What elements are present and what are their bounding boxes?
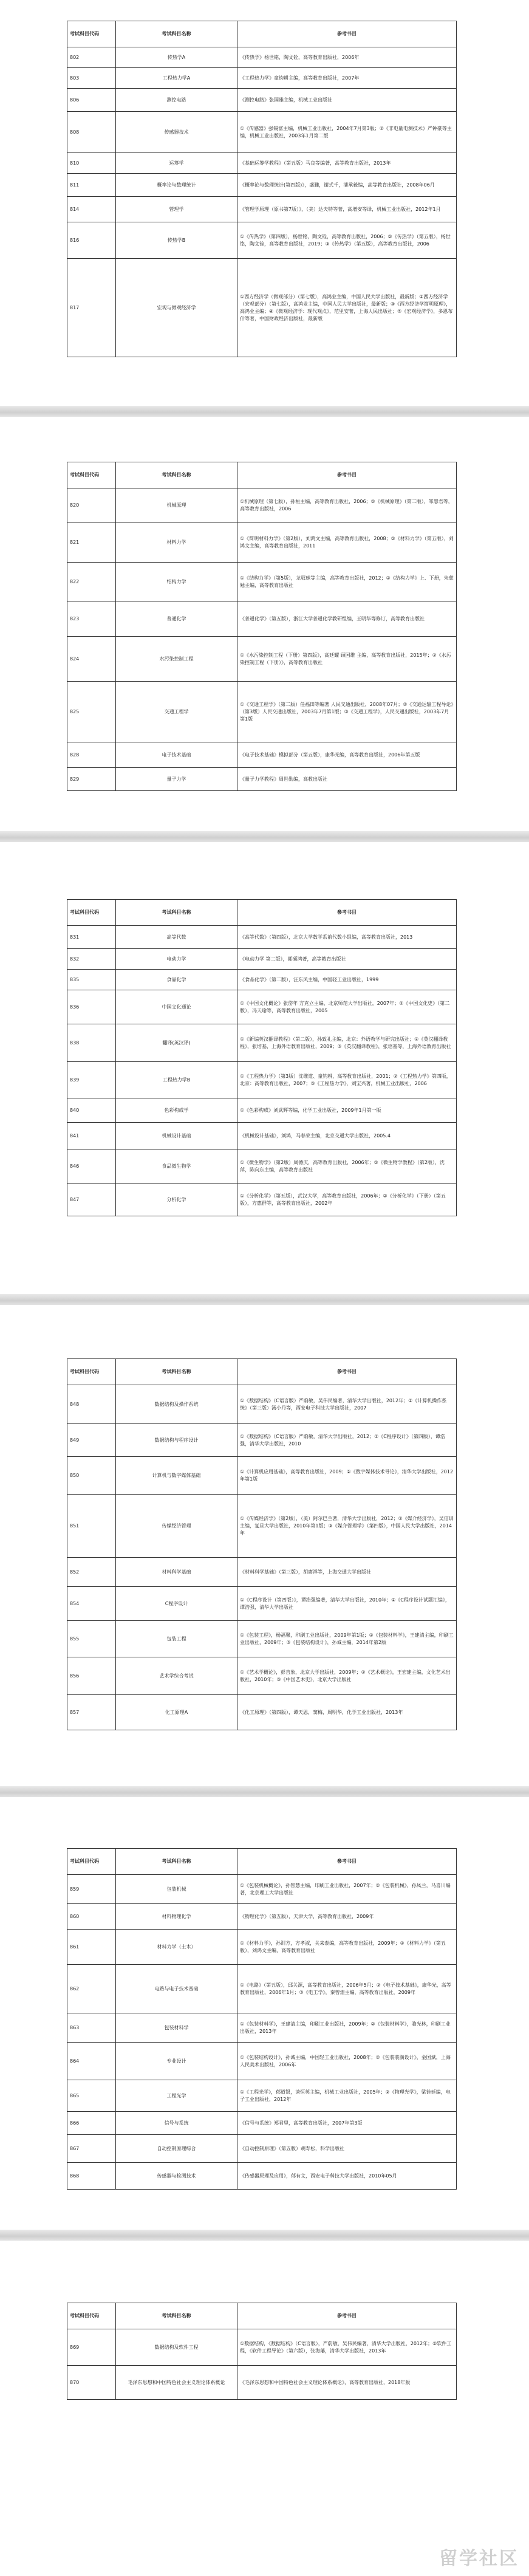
exam-code: 854 (67, 1587, 116, 1621)
subject-name: 管理学 (116, 197, 237, 222)
table-row (67, 47, 457, 68)
reference-books: 《工程热力学》童钧耕主编，高等教育出版社，2007年 (237, 68, 457, 89)
subject-name: 结构力学 (116, 563, 237, 601)
exam-code: 846 (67, 1149, 116, 1184)
exam-code: 822 (67, 563, 116, 601)
table-row (67, 1875, 457, 1904)
reference-books: ①数据结构，《数据结构》（C语言版），严蔚敏，吴伟民编著，清华大学出版社，2012年；②软件工程，《软件工程导论》（第六版），张海藩，清华大学出版社，2013年 (237, 2329, 457, 2366)
exam-code: 808 (67, 112, 116, 153)
reference-books: 《电子技术基础》模拟部分（第五版），康华光编，高等教育出版社，2006年第五版 (237, 742, 457, 768)
table-row (67, 601, 457, 637)
table-row (67, 1621, 457, 1657)
header-name: 考试科目名称 (116, 900, 237, 926)
reference-books: ①《传感器》强锡富主编，机械工业出版社，2004年7月第3版；②《非电量电测技术》严钟豪等主编，机械工业出版社，2003年1月第二版 (237, 112, 457, 153)
exam-code: 824 (67, 637, 116, 682)
subject-name: 传媒经济管理 (116, 1495, 237, 1558)
table-row (67, 2112, 457, 2135)
exam-code: 855 (67, 1621, 116, 1657)
table-row (67, 768, 457, 791)
table-row (67, 259, 457, 357)
exam-code: 847 (67, 1184, 116, 1216)
subject-name: 机械设计基础 (116, 1123, 237, 1149)
reference-books: 《高等代数》（第四版），北京大学数学系前代数小组编，高等教育出版社，2013 (237, 926, 457, 949)
reference-books: 《毛泽东思想和中国特色社会主义理论体系概论》，高等教育出版社，2018年版 (237, 2366, 457, 2400)
page-4 (0, 1305, 529, 1786)
reference-books: 《食品化学》（第二版），汪东风主编，中国轻工业出版社，1999 (237, 970, 457, 990)
table-row (67, 2013, 457, 2043)
exam-code: 806 (67, 89, 116, 112)
subject-name: 色彩构成学 (116, 1098, 237, 1123)
exam-table (67, 1848, 457, 2190)
subject-name: 自动控制原理综合 (116, 2135, 237, 2163)
reference-books: 《电动力学 第二版》，郭硕鸿著，高等教育出版社 (237, 949, 457, 970)
exam-code: 866 (67, 2112, 116, 2135)
table-row (67, 1424, 457, 1457)
exam-code: 810 (67, 153, 116, 174)
table-row (67, 1098, 457, 1123)
table-row (67, 949, 457, 970)
subject-name: 概率论与数理统计 (116, 174, 237, 197)
table-row (67, 1184, 457, 1216)
exam-table (67, 21, 457, 357)
subject-name: 测控电路 (116, 89, 237, 112)
reference-books: ①《艺术学概论》，彭吉象，北京大学出版社，2009年；②《艺术概论》，王宏建主编，文化艺术出版社，2010年；③《中国艺术史》，北京大学出版社 (237, 1657, 457, 1695)
reference-books: ①西方经济学（微观部分）（第七版），高鸿业主编，中国人民大学出版社，最新版；②西方经济学（宏观部分）（第七版），高鸿业主编，中国人民大学出版社，最新版；③《西方经济学简明原理》，高鸿业主编；④《微观经济学：现代观点》，范里安著，上海人民出版社；⑤《宏观经济学》，多恩布什等著，中国财政经济出版社，最新版 (237, 259, 457, 357)
table-row (67, 153, 457, 174)
page-6 (0, 2241, 529, 2576)
page-separator (0, 831, 529, 842)
table-row (67, 1062, 457, 1098)
page-separator (0, 2230, 529, 2241)
exam-table (67, 2303, 457, 2400)
subject-name: 专业设计 (116, 2043, 237, 2080)
table-row (67, 1695, 457, 1730)
subject-name: 交通工程学 (116, 682, 237, 742)
table-row (67, 89, 457, 112)
subject-name: 翻译(英汉译) (116, 1024, 237, 1062)
table-row (67, 112, 457, 153)
reference-books: ①《新编英汉翻译教程》（第二版），孙致礼主编，北京：外语教学与研究出版社；②《英汉翻译教程》，张培基，上海外语教育出版社，2009；③《英汉翻译教程》，张培基等，上海外语教育出版社 (237, 1024, 457, 1062)
reference-books: 《量子力学教程》周世勋编，高教出版社 (237, 768, 457, 791)
subject-name: 量子力学 (116, 768, 237, 791)
exam-code: 852 (67, 1558, 116, 1587)
table-row (67, 1587, 457, 1621)
subject-name: 工程热力学B (116, 1062, 237, 1098)
header-name: 考试科目名称 (116, 462, 237, 488)
table-row (67, 197, 457, 222)
table-row (67, 926, 457, 949)
reference-books: 《物理化学》（第五版），天津大学，高等教育出版社，2009年 (237, 1904, 457, 1930)
reference-books: ①《包装结构设计》，孙诚主编，中国轻工业出版社，2008年；②《包装装潢设计》，金国斌，上海人民美术出版社，2006年 (237, 2043, 457, 2080)
exam-code: 817 (67, 259, 116, 357)
exam-code: 862 (67, 1965, 116, 2013)
reference-books: ①《包装机械概论》，孙智慧主编，印刷工业出版社，2007年；②《包装机械》，孙凤兰，马喜川编著，北京理工大学出版社 (237, 1875, 457, 1904)
header-code: 考试科目代码 (67, 1359, 116, 1385)
exam-code: 865 (67, 2080, 116, 2112)
subject-name: 工程光学 (116, 2080, 237, 2112)
reference-books: 《传热学》杨世铭，陶文铨，高等教育出版社，2006年 (237, 47, 457, 68)
subject-name: 传热学A (116, 47, 237, 68)
reference-books: ①《色彩构成》刘武辉等编，化学工业出版社，2009年1月第一版 (237, 1098, 457, 1123)
reference-books: ①《水污染控制工程（下册）第四版》，高廷耀 顾国维 主编，高等教育出版社，2015年；②《水污染控制工程（下册）》，高等教育出版社 (237, 637, 457, 682)
subject-name: 计算机与数字媒体基础 (116, 1457, 237, 1495)
header-code: 考试科目代码 (67, 462, 116, 488)
exam-code: 820 (67, 488, 116, 522)
exam-code: 838 (67, 1024, 116, 1062)
page-separator (0, 1294, 529, 1305)
subject-name: 电路与电子技术基础 (116, 1965, 237, 2013)
exam-code: 839 (67, 1062, 116, 1098)
subject-name: 材料力学（土木） (116, 1930, 237, 1965)
reference-books: ①《包装材料学》，王建清主编，印刷工业出版社，2009年；②《包装材料学》，骆光林，印刷工业出版社，2013年 (237, 2013, 457, 2043)
subject-name: C程序设计 (116, 1587, 237, 1621)
page-3 (0, 842, 529, 1294)
exam-table (67, 899, 457, 1216)
reference-books: 《测控电路》张国雄主编，机械工业出版社 (237, 89, 457, 112)
header-name: 考试科目名称 (116, 1849, 237, 1875)
reference-books: 《管理学原理（原书第7版）》，（美）达夫特等著，高增安等译，机械工业出版社，2012年1月 (237, 197, 457, 222)
reference-books: ①《工程热力学》（第3版）沈维道、童钧耕，高等教育出版社，2001；②《工程热力学》第四版，北京：高等教育出版社，2007；③《工程热力学》，刘宝兴著，机械工业出版社，2006 (237, 1062, 457, 1098)
header-books: 参考书目 (237, 2303, 457, 2329)
reference-books: ①《简明材料力学》（第2版），刘鸿文主编，高等教育出版社，2008；②《材料力学》（第五版），刘鸿文主编，高等教育出版社，2011 (237, 522, 457, 563)
table-row (67, 2366, 457, 2400)
reference-books: ①机械原理（第七版），孙桓主编，高等教育出版社，2006；②《机械原理》（第二版），邹慧君等，高等教育出版社，2006 (237, 488, 457, 522)
table-row (67, 682, 457, 742)
header-name: 考试科目名称 (116, 21, 237, 47)
header-books: 参考书目 (237, 900, 457, 926)
exam-code: 869 (67, 2329, 116, 2366)
subject-name: 材料物理化学 (116, 1904, 237, 1930)
subject-name: 数据结构及操作系统 (116, 1385, 237, 1424)
table-row (67, 2329, 457, 2366)
subject-name: 包装机械 (116, 1875, 237, 1904)
table-row (67, 174, 457, 197)
exam-code: 851 (67, 1495, 116, 1558)
table-row (67, 990, 457, 1024)
exam-code: 831 (67, 926, 116, 949)
subject-name: 毛泽东思想和中国特色社会主义理论体系概论 (116, 2366, 237, 2400)
subject-name: 化工原理A (116, 1695, 237, 1730)
exam-code: 840 (67, 1098, 116, 1123)
header-books: 参考书目 (237, 462, 457, 488)
page-separator (0, 406, 529, 417)
exam-code: 848 (67, 1385, 116, 1424)
table-row (67, 2080, 457, 2112)
table-row (67, 1657, 457, 1695)
exam-code: 857 (67, 1695, 116, 1730)
table-row (67, 1965, 457, 2013)
exam-code: 832 (67, 949, 116, 970)
table-row (67, 1024, 457, 1062)
reference-books: ①《材料力学》，孙训方，方孝淑，关来泰编，高等教育出版社，2009年；②《材料力学》（第五版），刘鸿文主编，高等教育出版社 (237, 1930, 457, 1965)
subject-name: 传感器与检测技术 (116, 2163, 237, 2190)
reference-books: ①《分析化学》（第五版），武汉大学，高等教育出版社，2006年；②《分析化学》（下册）（第五版），方惠群等，高等教育出版社，2002年 (237, 1184, 457, 1216)
table-row (67, 742, 457, 768)
exam-code: 816 (67, 222, 116, 259)
exam-table (67, 462, 457, 791)
reference-books: 《材料科学基础》（第三版），胡赓祥等，上海交通大学出版社 (237, 1558, 457, 1587)
reference-books: 《机械设计基础》，刘鸿，马春荣主编，北京交通大学出版社，2005.4 (237, 1123, 457, 1149)
subject-name: 运筹学 (116, 153, 237, 174)
reference-books: ①《结构力学》（第5版），龙驭球等主编，高等教育出版社，2012；②《结构力学》上、下册，朱慈勉主编，高等教育出版社 (237, 563, 457, 601)
exam-code: 867 (67, 2135, 116, 2163)
subject-name: 食品化学 (116, 970, 237, 990)
reference-books: ①《工程光学》，郁道银，谈恒英主编，机械工业出版社，2005年；②《物理光学》，梁铨廷编，电子工业出版社，2012年 (237, 2080, 457, 2112)
subject-name: 宏观与微观经济学 (116, 259, 237, 357)
subject-name: 电子技术基础 (116, 742, 237, 768)
header-books: 参考书目 (237, 1849, 457, 1875)
table-row (67, 1123, 457, 1149)
exam-code: 861 (67, 1930, 116, 1965)
subject-name: 传热学B (116, 222, 237, 259)
reference-books: 《传感器原理及应用》，郁有文，西安电子科技大学出版社，2010年05月 (237, 2163, 457, 2190)
watermark-logo: 留学社区 (439, 2548, 519, 2569)
reference-books: ①《C程序设计（第四版）》，谭浩强编著，清华大学出版社，2010年；②《C程序设计试题汇编》，谭浩强，清华大学出版社 (237, 1587, 457, 1621)
reference-books: ①《数据结构》（C语言版）严蔚敏，吴伟民编著，清华大学出版社，2012年；②《计算机操作系统》（第三版）汤小丹等，西安电子科技大学出版社，2007 (237, 1385, 457, 1424)
table-row (67, 2163, 457, 2190)
exam-code: 841 (67, 1123, 116, 1149)
reference-books: ①《交通工程学》（第二版）任福田等编著 人民交通出版社，2008年07月；②《交通运输工程导论》（第3版）人民交通出版社，2003年7月第1版；③《交通工程学》，人民交通出版社，2003年7月第1版 (237, 682, 457, 742)
subject-name: 数据结构及软件工程 (116, 2329, 237, 2366)
exam-code: 829 (67, 768, 116, 791)
subject-name: 包装材料学 (116, 2013, 237, 2043)
table-row (67, 1904, 457, 1930)
exam-code: 850 (67, 1457, 116, 1495)
reference-books: ①《包装工程》，杨福馨，印刷工业出版社，2009年第1版；②《包装材料学》，王建清主编，印刷工业出版社，2009年；③《包装结构设计》，孙诚主编，2014年第2版 (237, 1621, 457, 1657)
exam-code: 814 (67, 197, 116, 222)
exam-table (67, 1358, 457, 1730)
exam-code: 870 (67, 2366, 116, 2400)
exam-code: 849 (67, 1424, 116, 1457)
header-code: 考试科目代码 (67, 21, 116, 47)
reference-books: ①《中国文化概论》张岱年 方克立主编，北京师范大学出版社，2007年；②《中国文化史》（第二版），冯天瑜等，高等教育出版社，2005 (237, 990, 457, 1024)
subject-name: 机械原理 (116, 488, 237, 522)
table-row (67, 563, 457, 601)
exam-code: 823 (67, 601, 116, 637)
header-books: 参考书目 (237, 21, 457, 47)
page-separator (0, 1786, 529, 1797)
exam-code: 859 (67, 1875, 116, 1904)
subject-name: 数据结构与程序设计 (116, 1424, 237, 1457)
table-row (67, 637, 457, 682)
subject-name: 食品微生物学 (116, 1149, 237, 1184)
header-name: 考试科目名称 (116, 1359, 237, 1385)
header-code: 考试科目代码 (67, 900, 116, 926)
table-row (67, 2135, 457, 2163)
table-row (67, 1558, 457, 1587)
exam-code: 835 (67, 970, 116, 990)
header-books: 参考书目 (237, 1359, 457, 1385)
reference-books: 《基础运筹学教程》（第五版）马良等编著，高等教育出版社，2013年 (237, 153, 457, 174)
header-name: 考试科目名称 (116, 2303, 237, 2329)
exam-code: 860 (67, 1904, 116, 1930)
reference-books: ①《微生物学》（第2版）周德庆，高等教育出版社，2006年；②《微生物学教程》（第2版），沈萍，陈向东主编，高等教育出版社 (237, 1149, 457, 1184)
subject-name: 分析化学 (116, 1184, 237, 1216)
table-row (67, 488, 457, 522)
exam-code: 825 (67, 682, 116, 742)
exam-code: 821 (67, 522, 116, 563)
subject-name: 电动力学 (116, 949, 237, 970)
exam-code: 863 (67, 2013, 116, 2043)
reference-books: 《信号与系统》郑君里，高等教育出版社，2007年第3版 (237, 2112, 457, 2135)
exam-code: 856 (67, 1657, 116, 1695)
table-row (67, 1930, 457, 1965)
table-row (67, 68, 457, 89)
subject-name: 包装工程 (116, 1621, 237, 1657)
reference-books: 《自动控制原理》（第五版）胡寿松，科学出版社 (237, 2135, 457, 2163)
subject-name: 信号与系统 (116, 2112, 237, 2135)
table-row (67, 222, 457, 259)
subject-name: 艺术学综合考试 (116, 1657, 237, 1695)
page-2 (0, 417, 529, 831)
reference-books: ①《传热学》（第四版），杨世铭，陶文铨，高等教育出版社，2006；②《传热学》（第五版），杨世铭，陶文铨，高等教育出版社，2019；③《传热学》（第五版），高等教育出版社，2006 (237, 222, 457, 259)
subject-name: 普通化学 (116, 601, 237, 637)
exam-code: 803 (67, 68, 116, 89)
reference-books: ①《电路》（第五版），邱关源，高等教育出版社，2006年5月；②《电子技术基础》，康华光，高等教育出版社，2006年1月；③《电工学》，秦曾煌主编，高等教育出版社，2009年 (237, 1965, 457, 2013)
exam-code: 802 (67, 47, 116, 68)
exam-code: 828 (67, 742, 116, 768)
subject-name: 中国文化通论 (116, 990, 237, 1024)
subject-name: 材料科学基础 (116, 1558, 237, 1587)
exam-code: 836 (67, 990, 116, 1024)
reference-books: 《化工原理》（第四版），谭天恩，窦梅，周明华，化学工业出版社，2013年 (237, 1695, 457, 1730)
reference-books: ①《数据结构》（C语言版）严蔚敏，清华大学出版社，2012；②《C程序设计》（第四版），谭浩强，清华大学出版社，2010 (237, 1424, 457, 1457)
subject-name: 水污染控制工程 (116, 637, 237, 682)
subject-name: 高等代数 (116, 926, 237, 949)
page-5 (0, 1797, 529, 2230)
subject-name: 工程热力学A (116, 68, 237, 89)
header-code: 考试科目代码 (67, 1849, 116, 1875)
table-row (67, 1457, 457, 1495)
table-row (67, 2043, 457, 2080)
exam-code: 864 (67, 2043, 116, 2080)
header-code: 考试科目代码 (67, 2303, 116, 2329)
reference-books: ①《计算机应用基础》，高等教育出版社，2009；②《数字媒体技术导论》，清华大学出版社，2012年第1版 (237, 1457, 457, 1495)
reference-books: 《概率论与数理统计(第四版)》，盛骤，谢式千，潘承毅编，高等教育出版社，2008年06月 (237, 174, 457, 197)
reference-books: ①《传媒经济学》（第2版），（美）阿尔巴兰著，清华大学出版社，2012；②《媒介经济学》，吴信训主编，复旦大学出版社，2010年第1版；③《媒介管理学》（第四版），中国人民大学出版社，2014年 (237, 1495, 457, 1558)
table-row (67, 1149, 457, 1184)
table-row (67, 1385, 457, 1424)
page-1 (0, 0, 529, 406)
exam-code: 868 (67, 2163, 116, 2190)
exam-code: 811 (67, 174, 116, 197)
table-row (67, 1495, 457, 1558)
subject-name: 材料力学 (116, 522, 237, 563)
subject-name: 传感器技术 (116, 112, 237, 153)
table-row (67, 970, 457, 990)
reference-books: 《普通化学》（第五版），浙江大学普通化学教研组编，王明华等修订，高等教育出版社 (237, 601, 457, 637)
table-row (67, 522, 457, 563)
